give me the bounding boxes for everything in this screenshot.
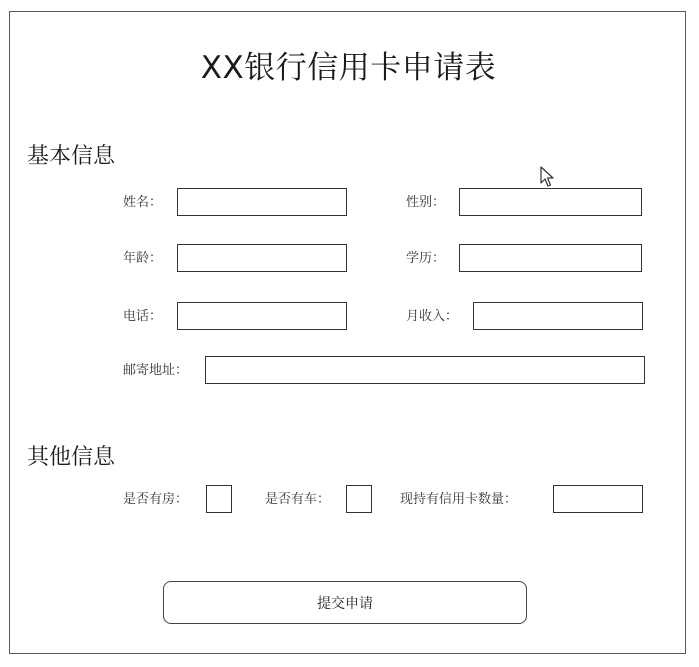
submit-application-button[interactable]: 提交申请 (163, 581, 527, 624)
gender-label: 性别： (406, 195, 446, 210)
form-title: XX银行信用卡申请表 (200, 50, 497, 86)
card-count-field[interactable] (553, 485, 643, 513)
age-field[interactable] (177, 244, 347, 272)
house-label: 是否有房： (123, 492, 189, 507)
card-count-label: 现持有信用卡数量： (400, 492, 518, 507)
has-car-checkbox[interactable] (346, 485, 372, 513)
address-label: 邮寄地址： (123, 363, 189, 378)
phone-label: 电话： (123, 309, 163, 324)
car-label: 是否有车： (265, 492, 331, 507)
monthly-income-field[interactable] (473, 302, 643, 330)
income-label: 月收入： (406, 309, 459, 324)
application-form (9, 11, 686, 654)
mouse-pointer-icon (540, 166, 556, 188)
has-house-checkbox[interactable] (206, 485, 232, 513)
basic-info-heading: 基本信息 (27, 144, 116, 169)
name-label: 姓名： (123, 195, 163, 210)
other-info-heading: 其他信息 (27, 445, 116, 470)
age-label: 年龄： (123, 251, 163, 266)
mailing-address-field[interactable] (205, 356, 645, 384)
education-label: 学历： (406, 251, 446, 266)
name-field[interactable] (177, 188, 347, 216)
gender-field[interactable] (459, 188, 642, 216)
education-field[interactable] (459, 244, 642, 272)
phone-field[interactable] (177, 302, 347, 330)
